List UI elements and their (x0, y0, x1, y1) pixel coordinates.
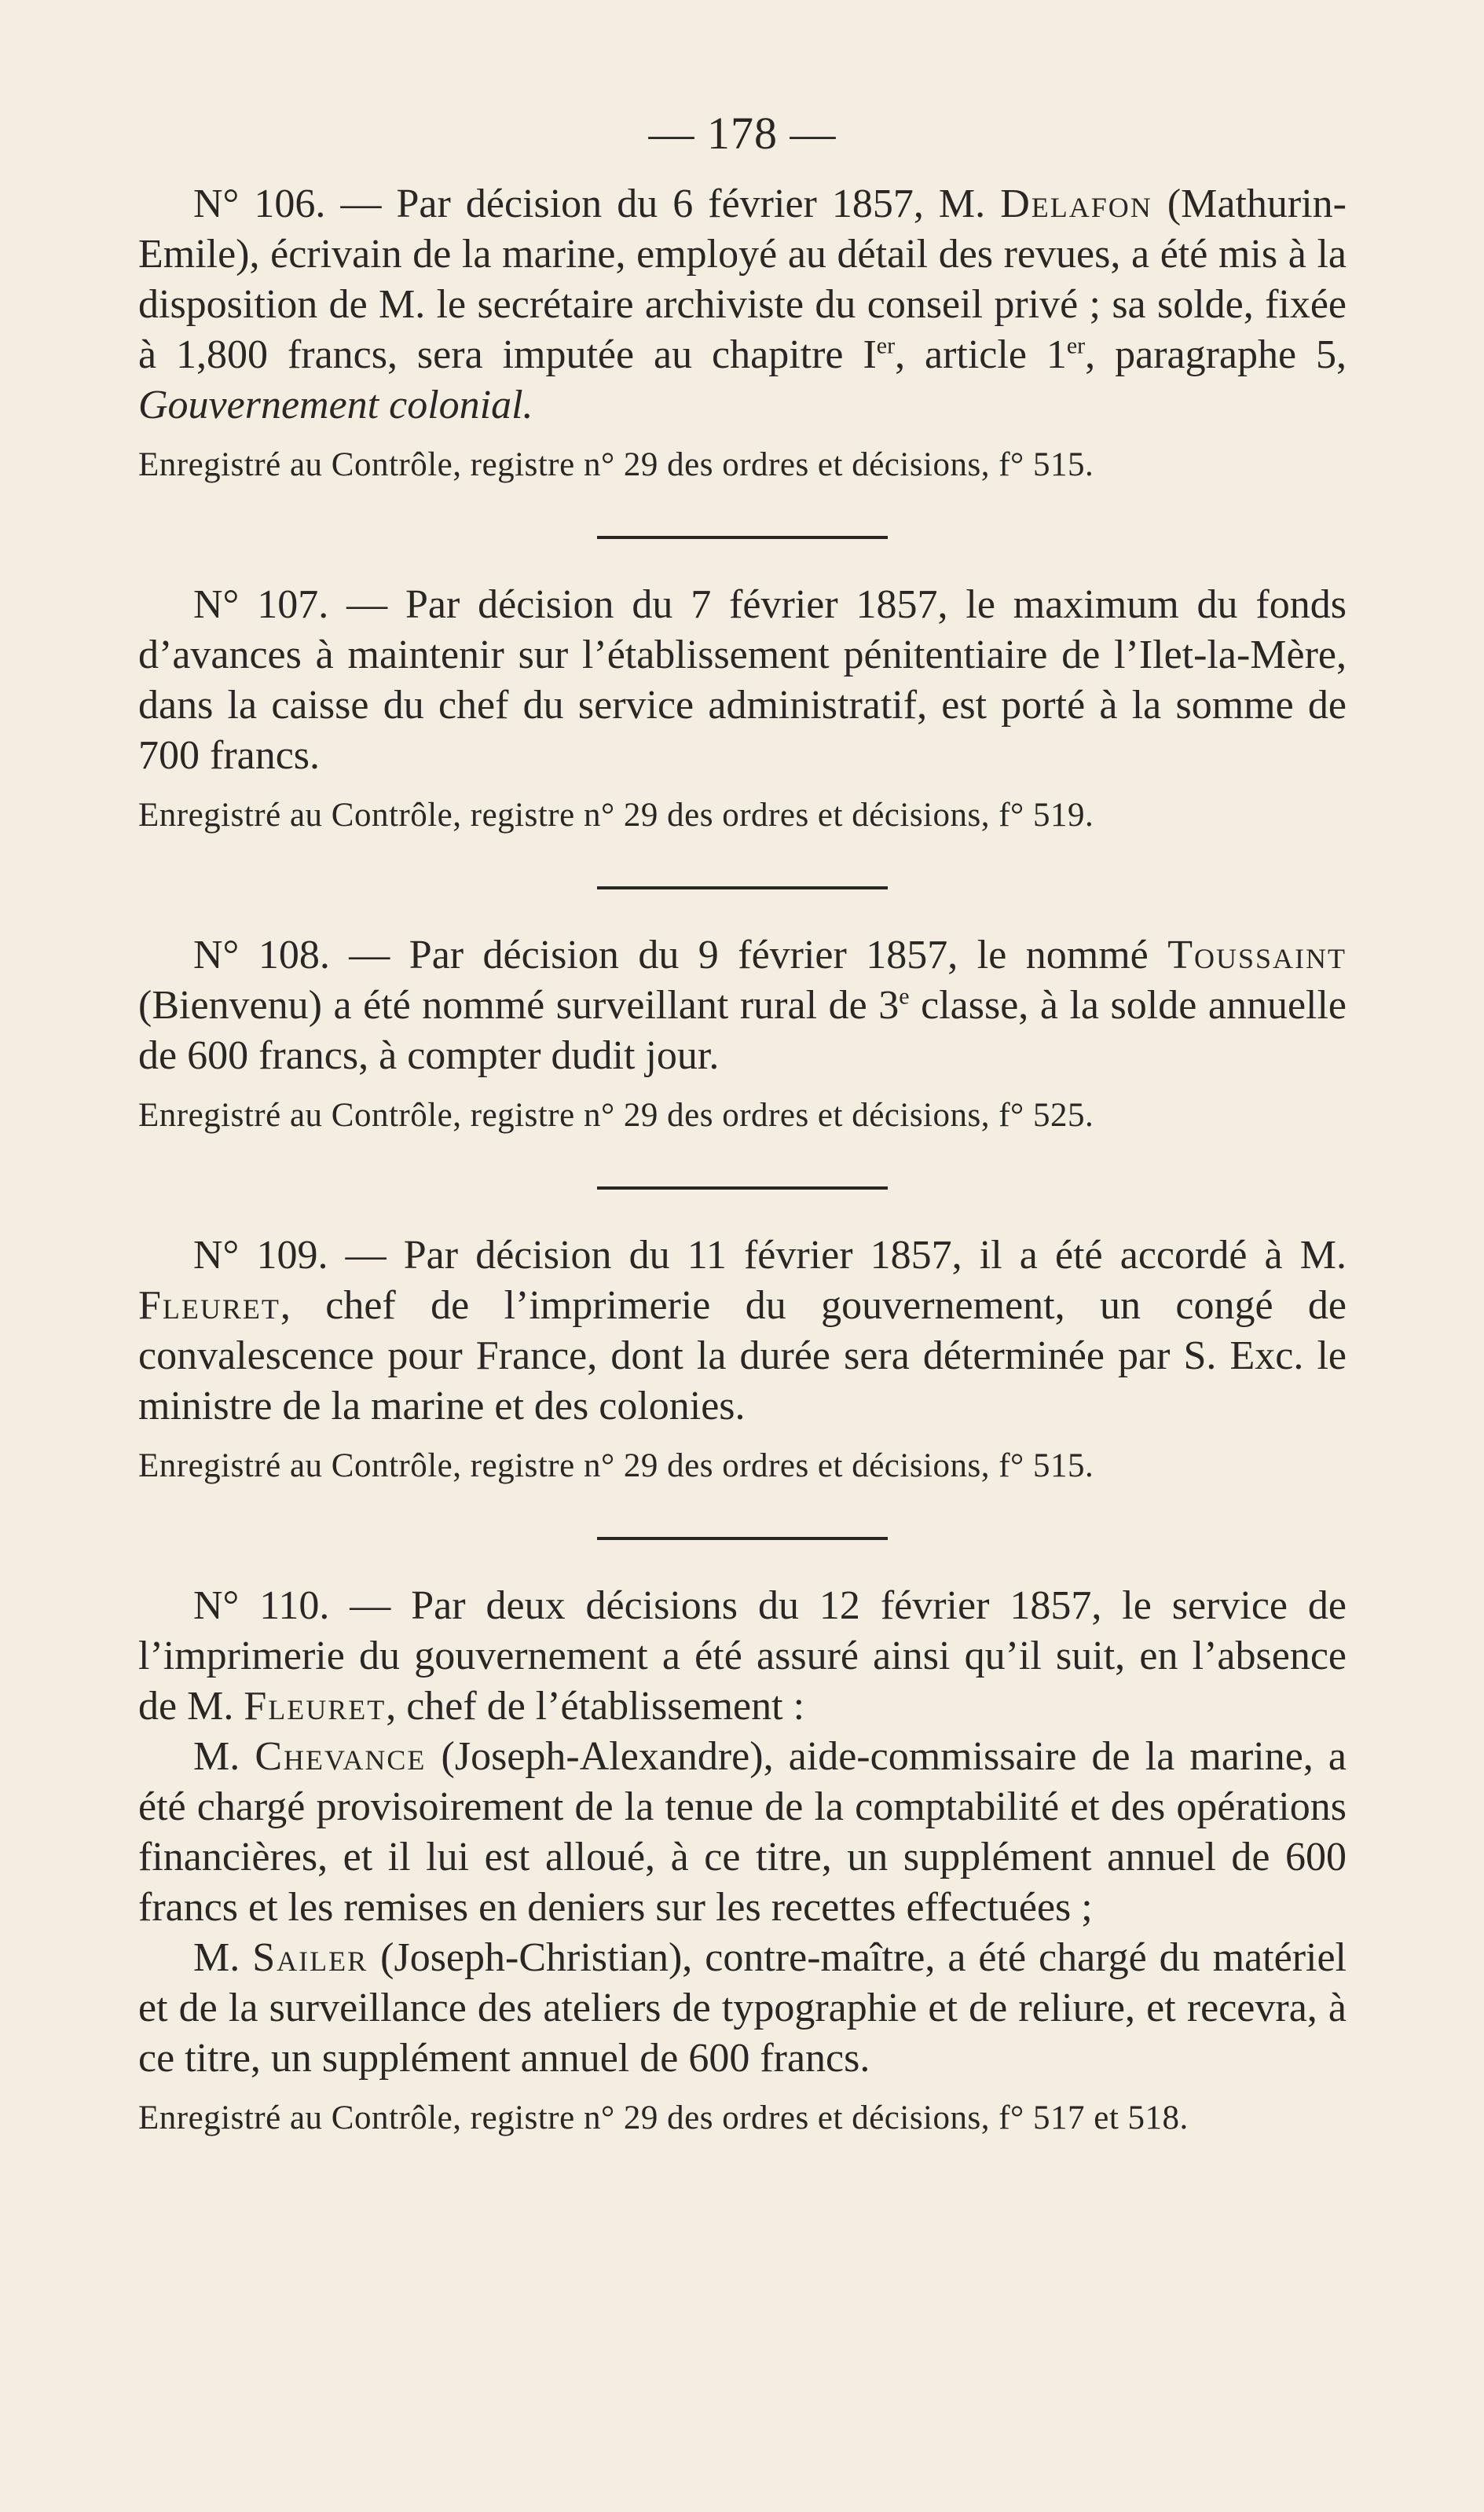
registration-note: Enregistré au Contrôle, registre n° 29 des ordres et décisions, f° 515. (138, 1447, 1094, 1484)
entry-number: N° 107. (193, 582, 329, 627)
entry-110 (138, 1581, 1347, 2142)
person-name: Toussaint (1167, 933, 1347, 977)
entry-text: (Mathurin-Emile), écrivain de la marine, employé au détail des revues, a été mis à la disposition de M. le secrétaire archiviste du conseil privé ; sa solde, fixée à 1,800 francs, sera imputée au chapitre I (138, 182, 1347, 377)
superscript: er (1066, 332, 1086, 359)
entry-text: , paragraphe 5, (1085, 332, 1347, 377)
entry-paragraph (138, 930, 1347, 1081)
registration-note: Enregistré au Contrôle, registre n° 29 des ordres et décisions, f° 515. (138, 446, 1094, 483)
separator-rule (597, 1186, 888, 1190)
entry-text: — Par deux décisions du 12 février 1857, le service de l’imprimerie du gouvernement a été assuré ainsi qu’il suit, en l’absence de M. (138, 1583, 1347, 1729)
entry-text: — Par décision du 7 février 1857, le maximum du fonds d’avances à maintenir sur l’établissement pénitentiaire de l’Ilet-la-Mère, dans la caisse du chef du service administratif, est porté à la somme de 700 francs. (138, 582, 1347, 778)
italic-text: Gouvernement colonial. (138, 383, 533, 427)
entry-107 (138, 580, 1347, 839)
person-name: Fleuret (138, 1283, 280, 1328)
entry-text: , chef de l’imprimerie du gouvernement, un congé de convalescence pour France, dont la durée sera déterminée par S. Exc. le ministre de la marine et des colonies. (138, 1283, 1347, 1428)
entry-text: M. (193, 1935, 253, 1980)
entry-paragraph (138, 1230, 1347, 1432)
entry-text: — Par décision du 6 février 1857, M. (325, 182, 1001, 226)
document-page (138, 102, 1347, 2142)
entry-paragraph (138, 1581, 1347, 1732)
entry-paragraph (138, 580, 1347, 781)
person-name: Fleuret (244, 1684, 387, 1729)
page-number: — 178 — (648, 108, 837, 159)
entry-number: N° 110. (193, 1583, 330, 1628)
superscript: er (876, 332, 896, 359)
registration-note: Enregistré au Contrôle, registre n° 29 des ordres et décisions, f° 525. (138, 1097, 1094, 1134)
entry-text: classe, à la solde annuelle de 600 francs, à compter dudit jour. (138, 983, 1347, 1078)
entry-number: N° 106. (193, 182, 326, 226)
entry-108 (138, 930, 1347, 1139)
entry-text: (Joseph-Christian), contre-maître, a été chargé du matériel et de la surveillance des ateliers de typographie et de reliure, et recevra, à ce titre, un supplément annuel de 600 francs. (138, 1935, 1347, 2081)
entry-text: , chef de l’établissement : (386, 1684, 805, 1729)
entry-109 (138, 1230, 1347, 1490)
registration-note: Enregistré au Contrôle, registre n° 29 des ordres et décisions, f° 517 et 518. (138, 2099, 1189, 2136)
separator-rule (597, 886, 888, 889)
entry-paragraph (138, 1732, 1347, 1933)
entry-text: (Bienvenu) a été nommé surveillant rural de 3 (138, 983, 900, 1028)
person-name: Chevance (255, 1734, 427, 1779)
person-name: Delafon (1000, 182, 1152, 226)
entry-text: — Par décision du 11 février 1857, il a été accordé à M. (328, 1233, 1347, 1278)
separator-rule (597, 1537, 888, 1540)
entry-text: (Joseph-Alexandre), aide-commissaire de la marine, a été chargé provisoirement de la tenue de la comptabilité et des opérations financières, et il lui est alloué, à ce titre, un supplément annuel de 600 francs et les remises en deniers sur les recettes effectuées ; (138, 1734, 1347, 1930)
entry-paragraph (138, 1933, 1347, 2084)
entry-106 (138, 179, 1347, 489)
superscript: e (899, 983, 910, 1010)
entry-paragraph (138, 179, 1347, 431)
entry-number: N° 109. (193, 1233, 328, 1278)
entry-text: — Par décision du 9 février 1857, le nommé (329, 933, 1168, 977)
registration-note: Enregistré au Contrôle, registre n° 29 des ordres et décisions, f° 519. (138, 797, 1094, 834)
separator-rule (597, 536, 888, 539)
person-name: Sailer (252, 1935, 368, 1980)
entry-text: , article 1 (895, 332, 1067, 377)
entry-number: N° 108. (193, 933, 330, 977)
entry-text: M. (193, 1734, 255, 1779)
